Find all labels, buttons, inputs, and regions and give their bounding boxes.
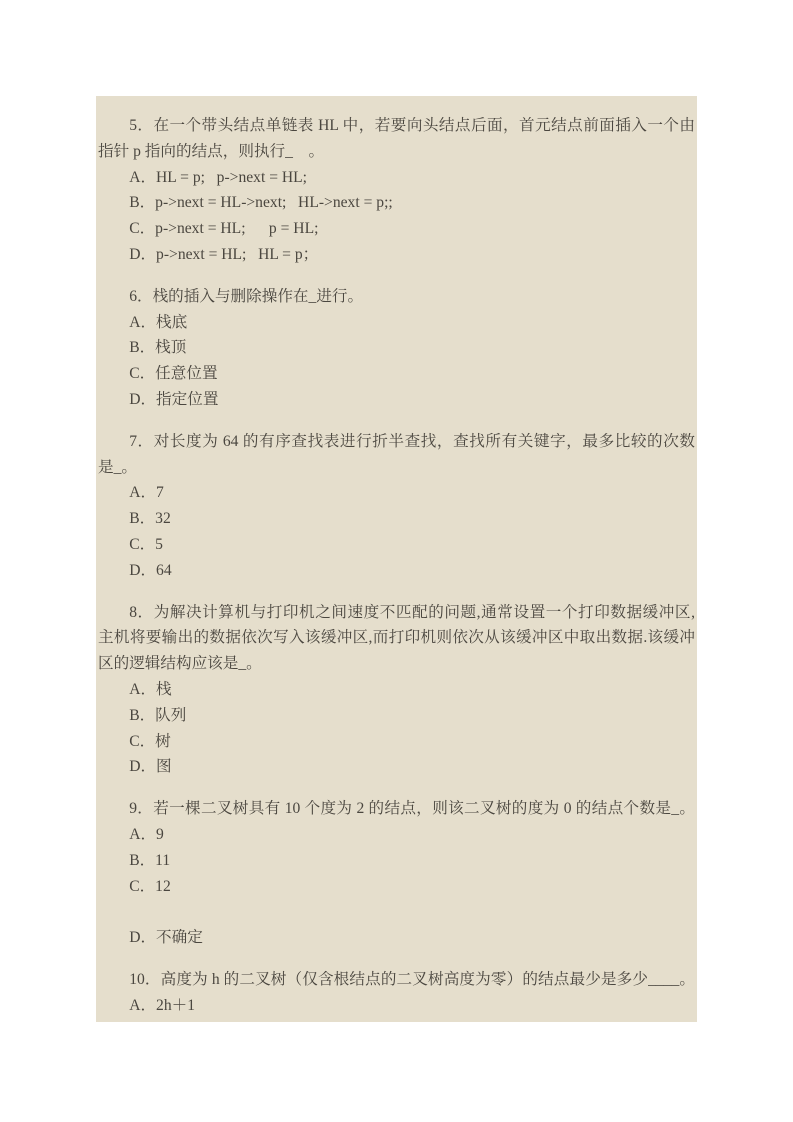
option-line-d: D．图 bbox=[129, 758, 172, 776]
option-line-a: A．栈底 bbox=[129, 313, 188, 331]
option-line-d: D．不确定 bbox=[129, 929, 203, 947]
question-text-line: 区的逻辑结构应该是_。 bbox=[98, 655, 262, 673]
question-7 bbox=[98, 429, 695, 584]
option-line-a: A．2h＋1 bbox=[129, 996, 196, 1014]
option-line-b: B．32 bbox=[129, 510, 171, 528]
option-line-b: B．栈顶 bbox=[129, 339, 187, 357]
question-text-line: 指针 p 指向的结点，则执行_ 。 bbox=[98, 142, 325, 160]
option-line-a: A．7 bbox=[129, 484, 164, 502]
option-line-d: D．64 bbox=[129, 561, 172, 579]
question-6 bbox=[98, 284, 695, 413]
question-8 bbox=[98, 600, 695, 781]
question-9 bbox=[98, 796, 695, 951]
question-text-line: 5．在一个带头结点单链表 HL 中，若要向头结点后面，首元结点前面插入一个由 bbox=[129, 117, 695, 134]
option-line-a: A．HL = p; p->next = HL; bbox=[129, 168, 308, 186]
question-text-line: 是_。 bbox=[98, 458, 137, 476]
option-line-c: C．任意位置 bbox=[129, 365, 218, 383]
option-line-b: B．11 bbox=[129, 851, 171, 869]
option-line-d: D．指定位置 bbox=[129, 390, 219, 408]
question-text-line: 7．对长度为 64 的有序查找表进行折半查找，查找所有关键字，最多比较的次数 bbox=[129, 432, 695, 450]
option-line-c: C．p->next = HL; p = HL; bbox=[129, 220, 319, 238]
question-5 bbox=[98, 113, 695, 268]
question-text-line: 主机将要输出的数据依次写入该缓冲区,而打印机则依次从该缓冲区中取出数据.该缓冲 bbox=[98, 629, 695, 647]
question-text-line: 9．若一棵二叉树具有 10 个度为 2 的结点，则该二叉树的度为 0 的结点个数是_。 bbox=[129, 800, 695, 818]
option-line-c: C．树 bbox=[129, 732, 171, 750]
document-page bbox=[96, 96, 697, 1022]
option-line-d: D．p->next = HL; HL = p； bbox=[129, 245, 319, 263]
question-text-line: 10．高度为 h 的二叉树（仅含根结点的二叉树高度为零）的结点最少是多少____。 bbox=[129, 970, 695, 988]
option-line-a: A．9 bbox=[129, 825, 164, 843]
question-10 bbox=[98, 967, 695, 1019]
option-line-b: B．队列 bbox=[129, 706, 187, 724]
option-line-c: C．5 bbox=[129, 535, 163, 553]
blank-line bbox=[98, 899, 695, 925]
question-text-line: 8．为解决计算机与打印机之间速度不匹配的问题,通常设置一个打印数据缓冲区, bbox=[129, 603, 695, 621]
option-line-a: A．栈 bbox=[129, 680, 172, 698]
option-line-c: C．12 bbox=[129, 877, 171, 895]
question-text-line: 6．栈的插入与删除操作在_进行。 bbox=[129, 287, 364, 305]
option-line-b: B．p->next = HL->next; HL->next = p;; bbox=[129, 194, 393, 212]
